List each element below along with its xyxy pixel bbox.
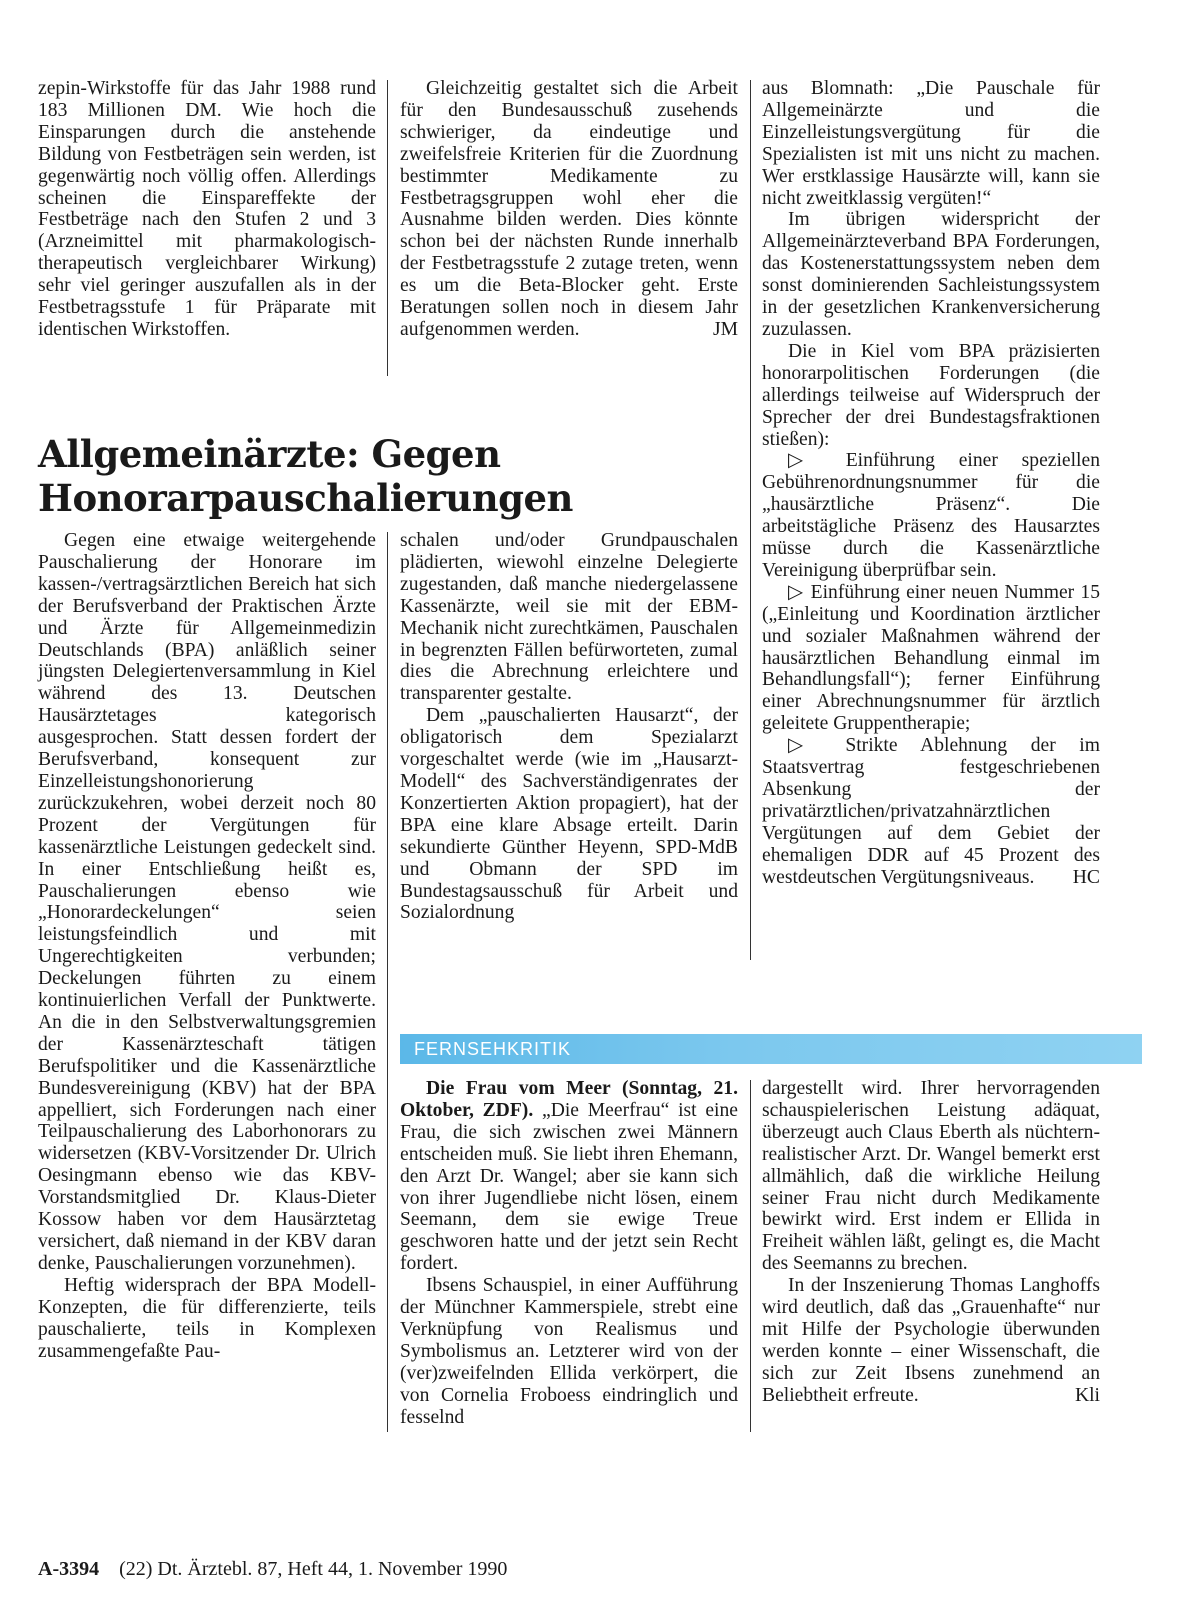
paragraph: Gleichzeitig gestaltet sich die Arbeit für den Bundesausschuß zusehends schwieriger, da eindeutige und zweifelsfreie Kriterien für die Zuordnung bestimmter Medikamente zu Festbetragsgruppen wohl eher die Ausnahme bilden werden. Dies könnte schon bei der nächsten Runde innerhalb der Festbetragsstufe 2 zutage treten, wenn es um die Beta-Blocker geht. Erste Beratungen sollen noch in diesem Jahr aufgenommen werden.: [400, 78, 738, 340]
review-lead: Die Frau vom Meer (Sonntag, 21. Oktober, ZDF).: [400, 1078, 738, 1121]
headline-line-1: Allgemeinärzte: Gegen: [38, 432, 501, 476]
author-signature: HC: [1072, 866, 1100, 888]
paragraph: zepin-Wirkstoffe für das Jahr 1988 rund 183 Millionen DM. Wie hoch die Einsparungen durch die anstehende Bildung von Festbeträgen sein werden, ist gegenwärtig noch völlig offen. Allerdings scheinen die Einspareffekte der Festbeträge nach den Stufen 2 und 3 (Arzneimittel mit pharmakologisch-therapeutisch vergleichbarer Wirkung) sehr viel geringer auszufallen als in der Festbetragsstufe 1 für Präparate mit identischen Wirkstoffen.: [38, 78, 376, 340]
article-col-3: [762, 78, 1100, 888]
paragraph: Im übrigen widerspricht der Allgemeinärzteverband BPA Forderungen, das Kostenerstattungssystem neben dem sonst dominierenden Sachleistungssystem in der gesetzlichen Krankenversicherung zuzulassen.: [762, 209, 1100, 340]
article-col-2: [400, 530, 738, 924]
column-rule: [387, 80, 388, 376]
demand-item: ▷ Einführung einer neuen Nummer 15 („Einleitung und Koordination ärztlicher und sozialer Maßnahmen während der hausärztlichen Behandlung einmal im Behandlungsfall“); ferner Einführung einer Abrechnungsnummer für ärztlich geleitete Gruppentherapie;: [762, 581, 1100, 735]
paragraph: Dem „pauschalierten Hausarzt“, der obligatorisch dem Spezialarzt vorgeschaltet werde (wie im „Hausarzt-Modell“ des Sachverständigenrates der Konzertierten Aktion propagiert), hat der BPA eine klare Absage erteilt. Darin sekundierte Günther Heyenn, SPD-MdB und Obmann der SPD im Bundestagsausschuß für Arbeit und Sozialordnung: [400, 705, 738, 924]
column-rule: [750, 80, 751, 960]
top-col-2: [400, 78, 738, 341]
paragraph: [400, 1078, 738, 1275]
paragraph: dargestellt wird. Ihrer hervorragenden schauspielerischen Leistung adäquat, überzeugt auch Claus Eberth als nüchtern-realistischer Arzt. Dr. Wangel bemerkt erst allmählich, daß die wirkliche Heilung seiner Frau nicht durch Medikamente bewirkt wird. Erst indem er Ellida in Freiheit wählen läßt, gelingt es, die Macht des Seemanns zu brechen.: [762, 1078, 1100, 1275]
paragraph: In der Inszenierung Thomas Langhoffs wird deutlich, daß das „Grauenhafte“ nur mit Hilfe der Psychologie überwunden werden konnte – einer Wissenschaft, die sich zur Zeit Ibsens zunehmend an Beliebtheit erfreute.: [762, 1275, 1100, 1406]
column-rule: [387, 532, 388, 1432]
paragraph: Ibsens Schauspiel, in einer Aufführung der Münchner Kammerspiele, strebt eine Verknüpfung von Realismus und Symbolismus an. Letzterer wird von der (ver)zweifelnden Ellida verkörpert, die von Cornelia Froboess eindringlich und fesselnd: [400, 1275, 738, 1428]
paragraph: Die in Kiel vom BPA präzisierten honorarpolitischen Forderungen (die allerdings teilweise auf Widerspruch der Sprecher der drei Bundestagsfraktionen stießen):: [762, 340, 1100, 450]
author-signature: Kli: [1074, 1384, 1100, 1406]
review-col-2: [762, 1078, 1100, 1407]
page-footer: [38, 1557, 507, 1581]
citation: (22) Dt. Ärztebl. 87, Heft 44, 1. November 1990: [119, 1558, 508, 1580]
review-col-1: [400, 1078, 738, 1429]
paragraph: aus Blomnath: „Die Pauschale für Allgemeinärzte und die Einzelleistungsvergütung für die Spezialisten ist mit uns nicht zu machen. Wer erstklassige Hausärzte will, kann sie nicht zweitklassig vergüten!“: [762, 78, 1100, 209]
section-banner: [400, 1034, 1142, 1064]
review-lead-rest: „Die Meerfrau“ ist eine Frau, die sich zwischen zwei Männern entscheiden muß. Sie liebt ihren Ehemann, den Arzt Dr. Wangel; aber sie kann sich von ihrer Jugendliebe nicht lösen, einem Seemann, dem sie ewige Treue geschworen hatte und der jetzt sein Recht fordert.: [400, 1099, 738, 1275]
demand-item: ▷ Strikte Ablehnung der im Staatsvertrag festgeschriebenen Absenkung der privatärztlichen/privatzahnärztlichen Vergütungen auf dem Gebiet der ehemaligen DDR auf 45 Prozent des westdeutschen Vergütungsniveaus.: [762, 735, 1100, 888]
author-signature: JM: [712, 318, 738, 340]
paragraph: Heftig widersprach der BPA Modell-Konzepten, die für differenzierte, teils pauschalierte, teils in Komplexen zusammengefaßte Pau-: [38, 1274, 376, 1362]
article-headline: [38, 432, 678, 520]
section-label: FERNSEHKRITIK: [414, 1039, 572, 1059]
paragraph: Gegen eine etwaige weitergehende Pauschalierung der Honorare im kassen-/vertragsärztlichen Bereich hat sich der Berufsverband der Praktischen Ärzte und Ärzte für Allgemeinmedizin Deutschlands (BPA) anläßlich seiner jüngsten Delegiertenversammlung in Kiel während des 13. Deutschen Hausärztetages kategorisch ausgesprochen. Statt dessen fordert der Berufsverband, konsequent zur Einzelleistungshonorierung zurückzukehren, wobei derzeit noch 80 Prozent der Vergütungen für kassenärztliche Leistungen gedeckelt sind. In einer Entschließung heißt es, Pauschalierungen ebenso wie „Honorardeckelungen“ seien leistungsfeindlich und mit Ungerechtigkeiten verbunden; Deckelungen führten zu einem kontinuierlichen Verfall der Punktwerte. An die in den Selbstverwaltungsgremien der Kassenärzteschaft tätigen Berufspolitiker und die Kassenärztliche Bundesvereinigung (KBV) hat der BPA appelliert, sich Forderungen nach einer Teilpauschalierung des Laborhonorars zu widersetzen (KBV-Vorsitzender Dr. Ulrich Oesingmann ebenso wie das KBV-Vorstandsmitglied Dr. Klaus-Dieter Kossow haben vor dem Hausärztetag versichert, daß niemand in der KBV daran denke, Pauschalierungen vorzunehmen).: [38, 530, 376, 1274]
column-rule: [750, 1080, 751, 1432]
top-col-1: [38, 78, 376, 341]
page-code: A-3394: [38, 1558, 100, 1580]
demand-item: ▷ Einführung einer speziellen Gebührenordnungsnummer für die „hausärztliche Präsenz“. Die arbeitstägliche Präsenz des Hausarztes müsse durch die Kassenärztliche Vereinigung überprüfbar sein.: [762, 450, 1100, 581]
paragraph: schalen und/oder Grundpauschalen plädierten, wiewohl einzelne Delegierte zugestanden, daß manche niedergelassene Kassenärzte, weil sie mit der EBM-Mechanik nicht zurechtkämen, Pauschalen in begrenzten Fällen befürworteten, zumal dies die Abrechnung erleichtere und transparenter gestalte.: [400, 530, 738, 705]
headline-line-2: Honorarpauschalierungen: [38, 476, 573, 520]
article-col-1: [38, 530, 376, 1362]
